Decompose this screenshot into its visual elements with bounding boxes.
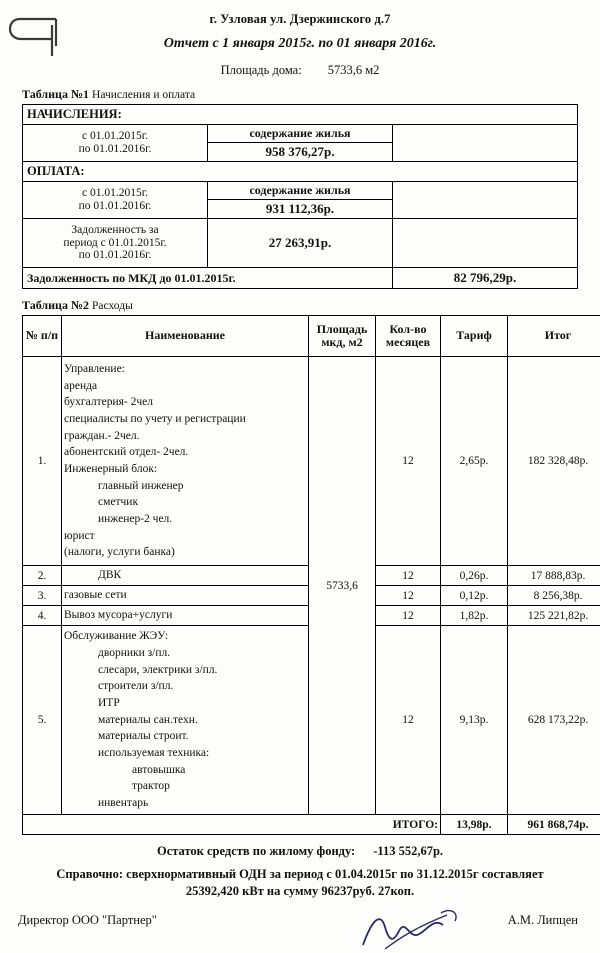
- row5-sum: 628 173,22р.: [508, 626, 600, 815]
- row1-tariff: 2,65р.: [441, 357, 508, 566]
- row5-line-6: материалы строит.: [64, 728, 306, 745]
- row5-num: 5.: [23, 626, 62, 815]
- row1-line-4: граждан.- 2чел.: [64, 428, 306, 445]
- payments-period-to: по 01.01.2016г.: [26, 200, 204, 213]
- row5-line-1: дворники з/пл.: [64, 645, 306, 662]
- section-header-accruals: НАЧИСЛЕНИЯ:: [23, 105, 578, 125]
- row1-line-11: (налоги, услуги банка): [64, 544, 306, 561]
- row3-tariff: 0,12р.: [441, 586, 508, 606]
- row1-name: [62, 357, 309, 566]
- table2-caption: [22, 298, 600, 313]
- payments-empty-cell: [393, 182, 578, 219]
- header-months-line2: месяцев: [378, 336, 438, 349]
- table-row: [23, 182, 578, 200]
- reference-note: [0, 867, 600, 899]
- balance-value: -113 552,67р.: [373, 844, 443, 858]
- row5-line-7: используемая техника:: [64, 745, 306, 762]
- row5-line-0: Обслуживание ЖЭУ:: [64, 628, 306, 645]
- expenses-total-tariff: 13,98р.: [441, 815, 508, 835]
- house-area-value: 5733,6 м2: [328, 63, 380, 77]
- table-row: [23, 268, 578, 289]
- row5-line-3: строители з/пл.: [64, 678, 306, 695]
- header-name: Наименование: [62, 316, 309, 357]
- row4-name: [62, 606, 309, 626]
- table2-caption-number: Таблица №2: [22, 298, 89, 312]
- header-months: [376, 316, 441, 357]
- document-page: [0, 12, 600, 928]
- accruals-period: [23, 125, 208, 162]
- house-area-line: [0, 63, 600, 78]
- row4-num: 4.: [23, 606, 62, 626]
- table1-caption: [22, 87, 600, 102]
- row1-num: 1.: [23, 357, 62, 566]
- accruals-period-from: с 01.01.2015г.: [26, 130, 204, 143]
- payments-period-from: с 01.01.2015г.: [26, 187, 204, 200]
- balance-label: Остаток средств по жилому фонду:: [157, 844, 355, 858]
- director-label: Директор ООО "Партнер": [18, 913, 157, 928]
- row2-name: [62, 566, 309, 586]
- row3-name: [62, 586, 309, 606]
- header-area-line1: Площадь: [311, 323, 373, 336]
- row1-line-1: аренда: [64, 378, 306, 395]
- header-area-line2: мкд, м2: [311, 336, 373, 349]
- row5-line-9: трактор: [64, 778, 306, 795]
- header-tariff: Тариф: [441, 316, 508, 357]
- row1-line-8: сметчик: [64, 494, 306, 511]
- house-area-label: Площадь дома:: [221, 63, 302, 77]
- debt-label-line3: по 01.01.2016г.: [26, 249, 204, 262]
- header-months-line1: Кол-во: [378, 323, 438, 336]
- row1-line-5: абонентский отдел- 2чел.: [64, 444, 306, 461]
- row1-line-7: главный инженер: [64, 478, 306, 495]
- signature-icon: [355, 907, 485, 951]
- row4-tariff: 1,82р.: [441, 606, 508, 626]
- director-name: А.М. Липцен: [508, 913, 578, 928]
- row1-line-2: бухгалтерия- 2чел: [64, 394, 306, 411]
- header-area: [309, 316, 376, 357]
- document-address: г. Узловая ул. Дзержинского д.7: [0, 12, 600, 27]
- table-row: [23, 125, 578, 143]
- row2-line-0: ДВК: [64, 567, 306, 584]
- row3-line-0: газовые сети: [64, 587, 306, 604]
- accruals-empty-cell: [393, 125, 578, 162]
- table2-caption-text: Расходы: [92, 300, 133, 312]
- payments-item-name: содержание жилья: [208, 182, 393, 200]
- row5-tariff: 9,13р.: [441, 626, 508, 815]
- row5-line-8: автовышка: [64, 762, 306, 779]
- row1-line-3: специалисты по учету и регистрации: [64, 411, 306, 428]
- row3-sum: 8 256,38р.: [508, 586, 600, 606]
- expenses-area-value: 5733,6: [309, 357, 376, 815]
- reference-line1: Справочно: сверхнормативный ОДН за период с 01.04.2015г по 31.12.2015г составляет: [56, 867, 543, 881]
- signature-row: [0, 913, 600, 953]
- row5-name: [62, 626, 309, 815]
- row4-sum: 125 221,82р.: [508, 606, 600, 626]
- table1-caption-text: Начисления и оплата: [92, 89, 195, 101]
- expenses-total-sum: 961 868,74р.: [508, 815, 600, 835]
- row5-line-4: ИТР: [64, 695, 306, 712]
- row1-line-10: юрист: [64, 528, 306, 545]
- accruals-period-to: по 01.01.2016г.: [26, 143, 204, 156]
- row2-tariff: 0,26р.: [441, 566, 508, 586]
- row3-months: 12: [376, 586, 441, 606]
- section-header-payments: ОПЛАТА:: [23, 162, 578, 182]
- debt-value: 27 263,91р.: [208, 219, 393, 268]
- row2-months: 12: [376, 566, 441, 586]
- row1-line-6: Инженерный блок:: [64, 461, 306, 478]
- expenses-total-label: ИТОГО:: [23, 815, 441, 835]
- header-sum: Итог: [508, 316, 600, 357]
- mkd-debt-value: 82 796,29р.: [393, 268, 578, 289]
- row5-line-5: материалы сан.техн.: [64, 712, 306, 729]
- table-row: [23, 162, 578, 182]
- table-row: [23, 357, 600, 566]
- payments-period: [23, 182, 208, 219]
- accruals-value: 958 376,27р.: [208, 143, 393, 162]
- row5-line-10: инвентарь: [64, 795, 306, 812]
- row1-sum: 182 328,48р.: [508, 357, 600, 566]
- row1-months: 12: [376, 357, 441, 566]
- accruals-item-name: содержание жилья: [208, 125, 393, 143]
- row5-line-2: слесари, электрики з/пл.: [64, 662, 306, 679]
- reference-line2: 25392,420 кВт на сумму 96237руб. 27коп.: [0, 884, 600, 899]
- document-title: Отчет с 1 января 2015г. по 01 января 2016г.: [0, 36, 600, 52]
- debt-period-label: [23, 219, 208, 268]
- debt-label-line1: Задолженность за: [26, 224, 204, 237]
- debt-label-line2: период с 01.01.2015г.: [26, 237, 204, 250]
- payments-value: 931 112,36р.: [208, 200, 393, 219]
- row5-months: 12: [376, 626, 441, 815]
- mkd-debt-label: Задолженность по МКД до 01.01.2015г.: [23, 268, 393, 289]
- row2-sum: 17 888,83р.: [508, 566, 600, 586]
- table-header-row: [23, 316, 600, 357]
- balance-line: [0, 844, 600, 859]
- row1-line-0: Управление:: [64, 361, 306, 378]
- debt-empty-cell: [393, 219, 578, 268]
- table-footer-row: [23, 815, 600, 835]
- table-row: [23, 219, 578, 268]
- table-expenses: [22, 315, 600, 835]
- row2-num: 2.: [23, 566, 62, 586]
- row4-months: 12: [376, 606, 441, 626]
- row3-num: 3.: [23, 586, 62, 606]
- header-num: № п/п: [23, 316, 62, 357]
- table-accruals-payments: [22, 104, 578, 289]
- row4-line-0: Вывоз мусора+услуги: [64, 607, 306, 624]
- table-row: [23, 105, 578, 125]
- table1-caption-number: Таблица №1: [22, 87, 89, 101]
- row1-line-9: инженер-2 чел.: [64, 511, 306, 528]
